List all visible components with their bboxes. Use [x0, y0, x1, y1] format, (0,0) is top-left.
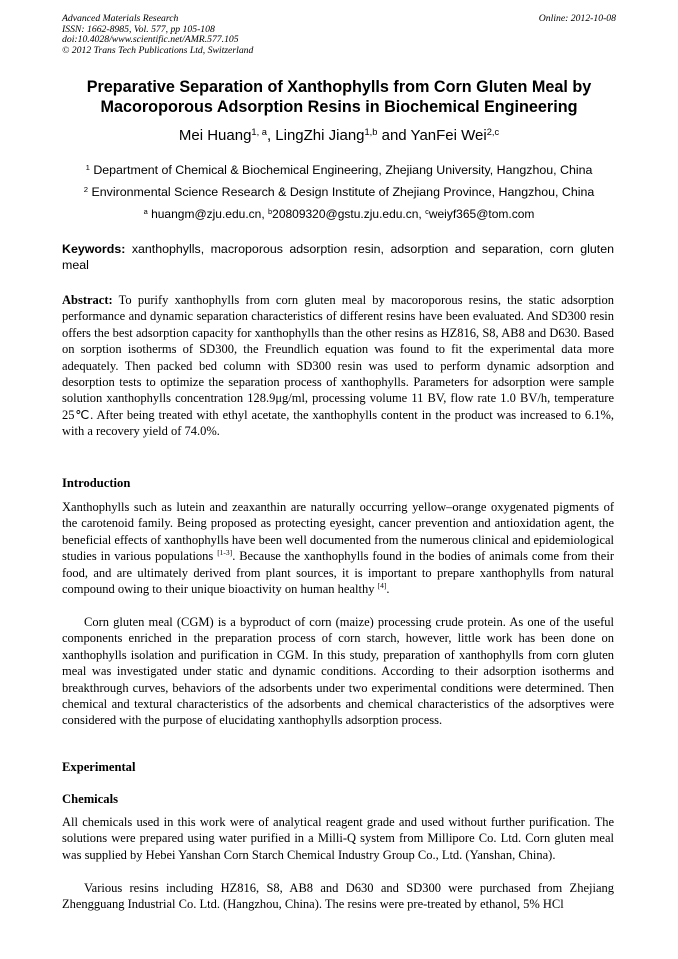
copyright-line: © 2012 Trans Tech Publications Ltd, Switzerland: [62, 44, 254, 56]
doi-line: doi:10.4028/www.scientific.net/AMR.577.105: [62, 34, 239, 46]
online-date: Online: 2012-10-08: [538, 13, 616, 24]
author-3: YanFei Wei$^{2,c}$: [410, 126, 500, 144]
author-emails: $^a$ huangm@zju.edu.cn, $^b$20809320@gstu.zju.edu.cn, $^c$weiyf365@tom.com: [143, 206, 535, 221]
keywords-label: Keywords:: [62, 242, 126, 256]
affiliation-1: $^1$ Department of Chemical & Biochemical Engineering, Zhejiang University, Hangzhou, China: [85, 162, 593, 177]
title-line-1: Preparative Separation of Xanthophylls from Corn Gluten Meal by: [86, 78, 592, 96]
abstract: [62, 292, 614, 440]
keywords: [62, 241, 614, 273]
introduction-paragraph-1: Xanthophylls such as lutein and zeaxanthin are naturally occurring yellow–orange oxygenated pigments of the carotenoid family. Being proposed as protecting eyesight, cancer prevention and antioxidation agent, the beneficial effects of xanthophylls have been well documented from the numerous clinical and epidemiological studies in various populations [1-3]. Because the xanthophylls found in the bodies of animals come from their food, and are ultimately derived from plant sources, it is important to prepare xanthophylls from natural compound owing to their unique bioactivity on human healthy [4].: [62, 500, 615, 597]
author-1: Mei Huang$^{1, a}$: [178, 126, 267, 144]
journal-header: [62, 14, 616, 56]
keywords-text: xanthophylls, macroporous adsorption resin, adsorption and separation, corn gluten meal: [62, 242, 614, 272]
chemicals-subheading: Chemicals: [62, 792, 118, 806]
citation: [4]: [377, 580, 387, 590]
introduction-heading: Introduction: [62, 476, 131, 490]
journal-name: Advanced Materials Research: [62, 13, 179, 24]
introduction-paragraph-2: Corn gluten meal (CGM) is a byproduct of corn (maize) processing crude protein. As one of the useful components enriched in the preparation process of corn starch, however, little work has been done on xanthophylls isolation and purification in CGM. In this study, preparation of xanthophylls from corn gluten meal was investigated under static and dynamic conditions. According to their adsorption isotherms and breakthrough curves, behaviors of the adsorbents under two experimental conditions were determined. Then chemical and textural characteristics of the adsorbents and chemical characteristics of the adsorptives were considered with the purpose of elucidating xanthophylls adsorption process.: [62, 615, 614, 728]
experimental-heading: Experimental: [62, 760, 136, 774]
abstract-label: Abstract:: [62, 293, 113, 307]
chemicals-paragraph-1: All chemicals used in this work were of analytical reagent grade and used without further purification. The solutions were prepared using water purified in a Milli-Q system from Millipore Co. Ltd. Corn gluten meal was supplied by Hebei Yanshan Corn Starch Chemical Industry Group Co., Ltd. (Yanshan, China).: [62, 815, 614, 862]
paper-title: [62, 77, 616, 117]
chemicals-paragraph-2: Various resins including HZ816, S8, AB8 and D630 and SD300 were purchased from Zhejiang Zhengguang Industrial Co. Ltd. (Hangzhou, China). The resins were pre-treated by ethanol, 5% HCl: [62, 881, 614, 912]
author-2: LingZhi Jiang$^{1,b}$: [275, 126, 378, 144]
affiliation-2: $^2$ Environmental Science Research & Design Institute of Zhejiang Province, Hangzhou, China: [83, 184, 595, 199]
author-list: Mei Huang$^{1, a}$, LingZhi Jiang$^{1,b}$ and YanFei Wei$^{2,c}$: [178, 126, 500, 144]
abstract-text: To purify xanthophylls from corn gluten meal by macoroporous resins, the static adsorption performance and dynamic separation characteristics of different resins have been evaluated. And SD300 resin offers the best adsorption capacity for xanthophylls than the other resins as HZ816, S8, AB8 and D630. Based on sorption isotherms of SD300, the Freundlich equation was found to fit the experimental data more adequately. Then packed bed column with SD300 resin was used to perform dynamic adsorption and desorption tests to optimize the separation process of xanthophylls. Parameters for adsorption were sample solution xanthophylls concentration 128.9μg/ml, processing volume 11 BV, flow rate 1.0 BV/h, temperature 25℃. After being treated with ethyl acetate, the xanthophylls content in the product was increased to 6.1%, with a recovery yield of 74.0%.: [62, 293, 614, 439]
title-line-2: Macoroporous Adsorption Resins in Biochemical Engineering: [100, 98, 578, 116]
citation: [1-3]: [217, 547, 233, 557]
issn-line: ISSN: 1662-8985, Vol. 577, pp 105-108: [62, 23, 215, 35]
